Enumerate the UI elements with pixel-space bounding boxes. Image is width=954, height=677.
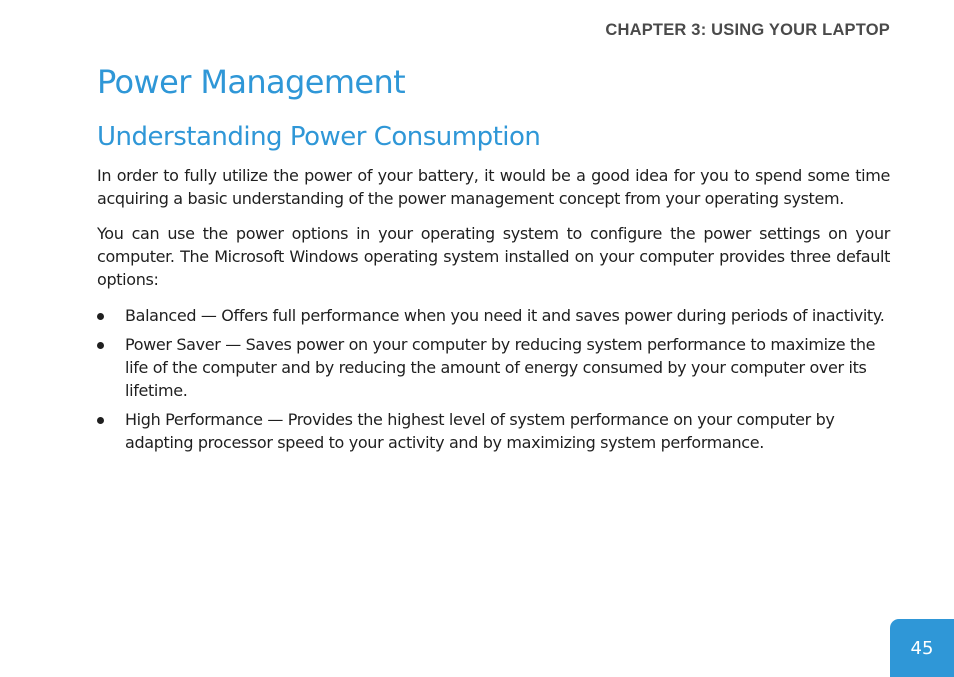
intro-paragraph: In order to fully utilize the power of your battery, it would be a good idea for you to spend some time acquiring a basic understanding of the power management concept from your operating system. [97, 166, 890, 208]
list-item-balanced [97, 304, 890, 327]
page-title: Power Management [97, 63, 406, 101]
list-item-high-performance [97, 408, 890, 454]
chapter-header: CHAPTER 3: USING YOUR LAPTOP [605, 21, 890, 39]
bullet-icon [97, 313, 104, 320]
power-options-list [97, 304, 890, 454]
page-content [97, 62, 890, 460]
list-item-text: High Performance — Provides the highest level of system performance on your computer by adapting processor speed to your activity and by maximizing system performance. [125, 410, 835, 452]
bullet-icon [97, 417, 104, 424]
options-paragraph: You can use the power options in your operating system to configure the power settings on your computer. The Microsoft Windows operating system installed on your computer provides three default options: [97, 224, 890, 289]
list-item-text: Balanced — Offers full performance when you need it and saves power during periods of inactivity. [125, 306, 885, 325]
page-number-tab [890, 619, 954, 677]
section-title: Understanding Power Consumption [97, 122, 541, 152]
list-item-text: Power Saver — Saves power on your computer by reducing system performance to maximize the life of the computer and by reducing the amount of energy consumed by your computer over its lifetime. [125, 335, 876, 400]
page-number: 45 [910, 637, 934, 659]
list-item-power-saver [97, 333, 890, 402]
bullet-icon [97, 342, 104, 349]
